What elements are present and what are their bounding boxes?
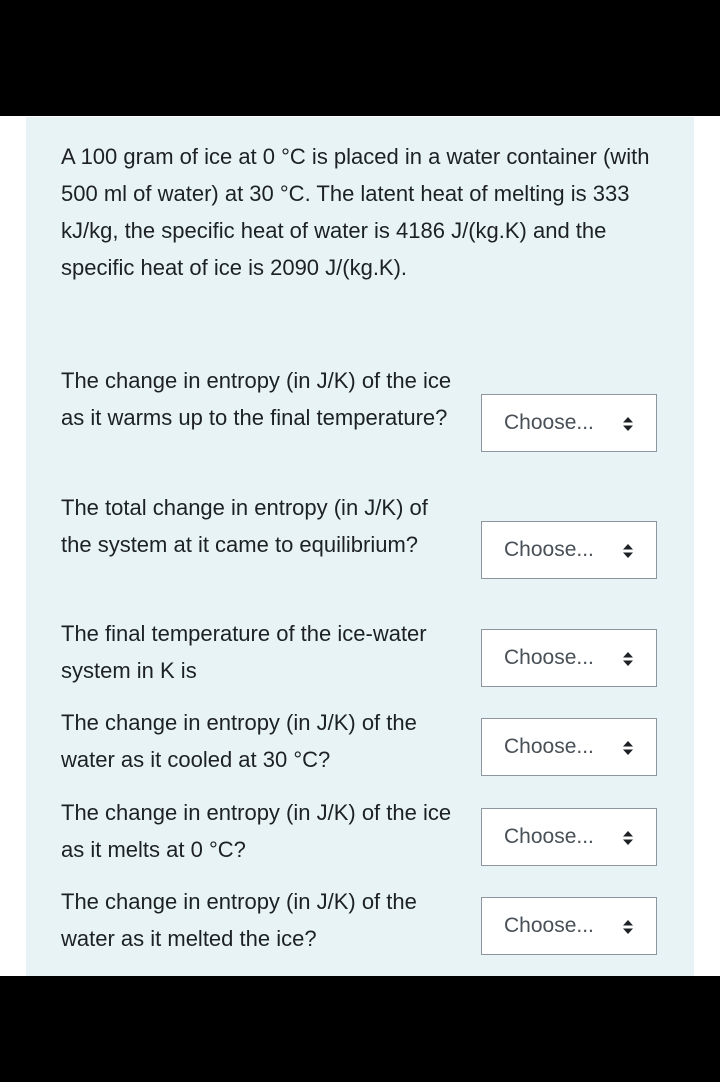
answer-select[interactable] [481, 629, 657, 687]
answer-select[interactable] [481, 897, 657, 955]
answer-select-value: Choose... [504, 411, 594, 434]
matching-row-label: The change in entropy (in J/K) of the water as it cooled at 30 °C? [61, 710, 417, 772]
matching-row-label: The change in entropy (in J/K) of the ice as it melts at 0 °C? [61, 800, 452, 862]
answer-select[interactable] [481, 808, 657, 866]
answer-select[interactable] [481, 521, 657, 579]
up-down-chevron-icon [622, 651, 634, 667]
answer-select[interactable] [481, 394, 657, 452]
answer-select-value: Choose... [504, 735, 594, 758]
answer-select[interactable] [481, 718, 657, 776]
question-text: A 100 gram of ice at 0 °C is placed in a water container (with 500 ml of water) at 30 °C. The latent heat of melting is 333 kJ/kg, the specific heat of water is 4186 J/(kg.K) and the specific heat of ice is 2090 J/(kg.K). [61, 144, 650, 280]
answer-select-value: Choose... [504, 538, 594, 561]
matching-row-label: The final temperature of the ice-water system in K is [61, 621, 427, 683]
answer-select-value: Choose... [504, 825, 594, 848]
matching-row-label: The change in entropy (in J/K) of the ice as it warms up to the final temperature? [61, 368, 452, 430]
up-down-chevron-icon [622, 830, 634, 846]
up-down-chevron-icon [622, 740, 634, 756]
up-down-chevron-icon [622, 543, 634, 559]
up-down-chevron-icon [622, 919, 634, 935]
answer-select-value: Choose... [504, 914, 594, 937]
up-down-chevron-icon [622, 416, 634, 432]
matching-row-label: The total change in entropy (in J/K) of the system at it came to equilibrium? [61, 495, 428, 557]
answer-select-value: Choose... [504, 646, 594, 669]
matching-row-label: The change in entropy (in J/K) of the water as it melted the ice? [61, 889, 417, 951]
